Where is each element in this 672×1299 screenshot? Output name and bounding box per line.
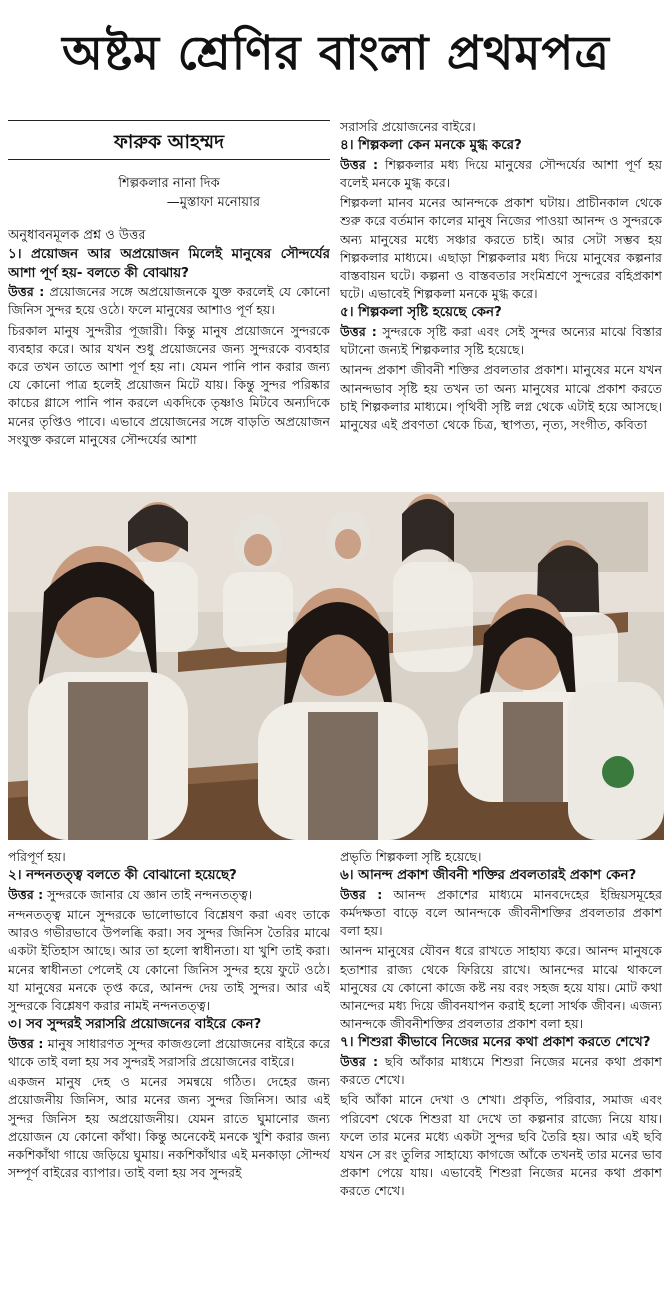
question-1: ১। প্রয়োজন আর অপ্রয়োজন মিলেই মানুষের সৌন্দর্যের আশা পূর্ণ হয়- বলতে কী বোঝায়? — [8, 247, 330, 281]
answer-text: আনন্দ প্রকাশের মাধ্যমে মানবদেহের ইন্দ্রিয়সমূহের কর্মদক্ষতা বাড়ে বলে আনন্দকে জীবনীশক্তির প্রবলতার প্রকাশ বলা হয়। — [340, 886, 662, 939]
rubric-title: শিল্পকলার নানা দিক — [118, 176, 220, 191]
question-7: ৭। শিশুরা কীভাবে নিজের মনের কথা প্রকাশ করতে শেখে? — [340, 1035, 651, 1051]
answer-label: উত্তর : — [340, 1054, 379, 1070]
answer-1 — [8, 283, 330, 319]
page-title: অষ্টম শ্রেণির বাংলা প্রথমপত্র — [62, 26, 610, 81]
article-column-1 — [8, 118, 330, 486]
paragraph-2: নন্দনতত্ত্ব মানে সুন্দরকে ভালোভাবে বিশ্লেষণ করা এবং তাকে আরও গভীরভাবে উপলব্ধি করা। সব সুন্দর জিনিস তৈরির মাঝে একটা ইতিহাস আছে। আর তা হলো স্বাধীনতা। যা খুশি তাই করা। মনের স্বাধীনতা পেলেই যে কোনো জিনিস সুন্দর হয়ে ফুটে ওঠে। যা মানুষের মনকে তৃপ্ত করে, আনন্দ দেয় তাই সুন্দর। আর এই সুন্দরকে বিশ্লেষণ করার নামই নন্দনতত্ত্ব। — [8, 907, 330, 1014]
article-column-4 — [340, 848, 662, 1293]
answer-text: শিল্পকলার মধ্য দিয়ে মানুষের সৌন্দর্যের আশা পূর্ণ হয় বলেই মনকে মুগ্ধ করে। — [340, 156, 662, 190]
question-3: ৩। সব সুন্দরই সরাসরি প্রয়োজনের বাইরে কেন? — [8, 1017, 262, 1033]
answer-7 — [340, 1053, 662, 1089]
divider — [8, 159, 330, 160]
article-column-2 — [340, 118, 662, 490]
paragraph-7: ছবি আঁকা মানে দেখা ও শেখা। প্রকৃতি, পরিবার, সমাজ এবং পরিবেশ থেকে শিশুরা যা দেখে তা কল্পনার রাজ্যে নিয়ে যায়। ফলে তার মনের মধ্যে একটা সুন্দর ছবি তৈরি হয়। আর এই ছবি যখন সে রং তুলির সাহায্যে কাগজে আঁকে তখনই তার মনের ভাব প্রকাশ পেয়ে যায়। এভাবেই শিশুরা নিজের মনের কথা প্রকাশ করতে শেখে। — [340, 1092, 662, 1199]
answer-label: উত্তর : — [8, 284, 45, 300]
classroom-students-photo — [8, 492, 664, 840]
answer-text: প্রয়োজনের সঙ্গে অপ্রয়োজনকে যুক্ত করলেই যে কোনো জিনিস সুন্দর হয়ে ওঠে। ফলে মানুষের আশাও পূর্ণ হয়। — [8, 284, 330, 318]
answer-5 — [340, 323, 662, 359]
masthead — [0, 0, 672, 112]
question-2: ২। নন্দনতত্ত্ব বলতে কী বোঝানো হয়েছে? — [8, 868, 237, 884]
question-6: ৬। আনন্দ প্রকাশ জীবনী শক্তির প্রবলতারই প্রকাশ কেন? — [340, 868, 637, 884]
answer-text: সুন্দরকে সৃষ্টি করা এবং সেই সুন্দর অন্যের মাঝে বিস্তার ঘটানো জন্যই শিল্পকলার সৃষ্টি হয়েছে। — [340, 324, 662, 358]
section-heading: অনুধাবনমূলক প্রশ্ন ও উত্তর — [8, 228, 146, 243]
answer-label: উত্তর : — [340, 886, 383, 902]
paragraph-1: চিরকাল মানুষ সুন্দরীর পূজারী। কিন্তু মানুষ প্রয়োজনে সুন্দরকে ব্যবহার করে। আর যখন শুধু প্রয়োজনের জন্য সুন্দরকে ব্যবহার করে তখন তাতে আশা পূর্ণ হয় না। যেমন পানি পান করার জন্য যে কোনো পাত্র হলেই প্রয়োজন মিটে যায়। কিন্তু সুন্দর পরিষ্কার কাচের গ্লাসে পানি পান করলে একদিকে তৃষ্ণাও মিটবে অন্যদিকে মনের তৃপ্তিও পাবে। এভাবে প্রয়োজনের সঙ্গে বাড়তি অপ্রয়োজন সংযুক্ত করলে মানুষের সৌন্দর্যের আশা — [8, 322, 330, 447]
answer-6 — [340, 886, 662, 941]
answer-3 — [8, 1035, 330, 1071]
question-5: ৫। শিল্পকলা সৃষ্টি হয়েছে কেন? — [340, 305, 502, 321]
paragraph-5: আনন্দ প্রকাশ জীবনী শক্তির প্রবলতার প্রকাশ। মানুষের মনে যখন আনন্দভাব সৃষ্টি হয় তখন তা অন্য মানুষের মাঝে প্রকাশ করতে চাই শিল্পকলার মাধ্যমে। পৃথিবী সৃষ্টি লগ্ন থেকে এটাই হয়ে আসছে। মানুষের এই প্রবণতা থেকে চিত্র, স্থাপত্য, নৃত্য, সংগীত, কবিতা — [340, 362, 662, 433]
article-column-3 — [8, 848, 330, 1293]
continued-text: সরাসরি প্রয়োজনের বাইরে। — [340, 119, 476, 134]
byline: —মুস্তাফা মনোয়ার — [166, 195, 260, 210]
answer-text: মানুষ সাধারণত সুন্দর কাজগুলো প্রয়োজনের বাইরে করে থাকে তাই বলা হয় সব সুন্দরই সরাসরি প্রয়োজনের বাইরে। — [8, 1035, 330, 1070]
continued-text: পরিপূর্ণ হয়। — [8, 849, 66, 864]
paragraph-6: আনন্দ মানুষের যৌবন ধরে রাখতে সাহায্য করে। আনন্দ মানুষকে হতাশার রাজ্য থেকে ফিরিয়ে রাখে। আনন্দের মাঝে থাকলে মানুষের যে কোনো কাজে কষ্ট নয় বরং সহজ হয়ে যায়। মোট কথা আনন্দের মধ্য দিয়ে জীবনযাপন করাই হলো সার্থক জীবন। এজন্য আনন্দকে জীবনীশক্তির প্রবলতার প্রকাশ বলা হয়। — [340, 943, 662, 1032]
question-4: ৪। শিল্পকলা কেন মনকে মুগ্ধ করে? — [340, 138, 522, 154]
photo-illustration — [8, 492, 664, 840]
divider — [8, 120, 330, 121]
answer-text: ছবি আঁকার মাধ্যমে শিশুরা নিজের মনের কথা প্রকাশ করতে শেখে। — [340, 1054, 662, 1088]
answer-2 — [8, 886, 330, 904]
continued-text: প্রভৃতি শিল্পকলা সৃষ্টি হয়েছে। — [340, 849, 482, 864]
answer-label: উত্তর : — [8, 886, 44, 902]
paragraph-4: শিল্পকলা মানব মনের আনন্দকে প্রকাশ ঘটায়। প্রাচীনকাল থেকে শুরু করে বর্তমান কালের মানুষ নিজের পাওয়া আনন্দ ও সুন্দরকে অন্য মানুষের মধ্যে সঞ্চার করতে চাই। আর সেটা সম্ভব হয় শিল্পকলার মাধ্যমে। এছাড়া শিল্পকলার মধ্য দিয়ে মানুষের কল্পনার বাস্তবায়ন ঘটে। কল্পনা ও বাস্তবতার সংমিশ্রণে সুন্দরের বহিপ্রকাশ ঘটে। এভাবেই শিল্পকলা মনকে মুগ্ধ করে। — [340, 195, 662, 302]
answer-4 — [340, 156, 662, 192]
answer-text: সুন্দরকে জানার যে জ্ঞান তাই নন্দনতত্ত্ব। — [47, 886, 253, 902]
author-name: ফারুক আহম্মদ — [113, 131, 225, 153]
answer-label: উত্তর : — [8, 1035, 44, 1051]
paragraph-3: একজন মানুষ দেহ ও মনের সমন্বয়ে গঠিত। দেহের জন্য প্রয়োজনীয় জিনিস, আর মনের জন্য সুন্দর জিনিস। আর এই সুন্দর জিনিস হয় অপ্রয়োজনীয়। যেমন রাতে ঘুমানোর জন্য প্রয়োজন যে কোনো কাঁথা। কিন্তু অনেকেই মনকে খুশি করার জন্য নকশিকাঁথা গায়ে জড়িয়ে ঘুমায়। নকশিকাঁথার এই মনকাড়া সৌন্দর্য সম্পূর্ণ বাইরের ব্যাপার। তাই বলা হয় সব সুন্দরই — [8, 1074, 330, 1181]
answer-label: উত্তর : — [340, 156, 379, 172]
answer-label: উত্তর : — [340, 324, 377, 340]
